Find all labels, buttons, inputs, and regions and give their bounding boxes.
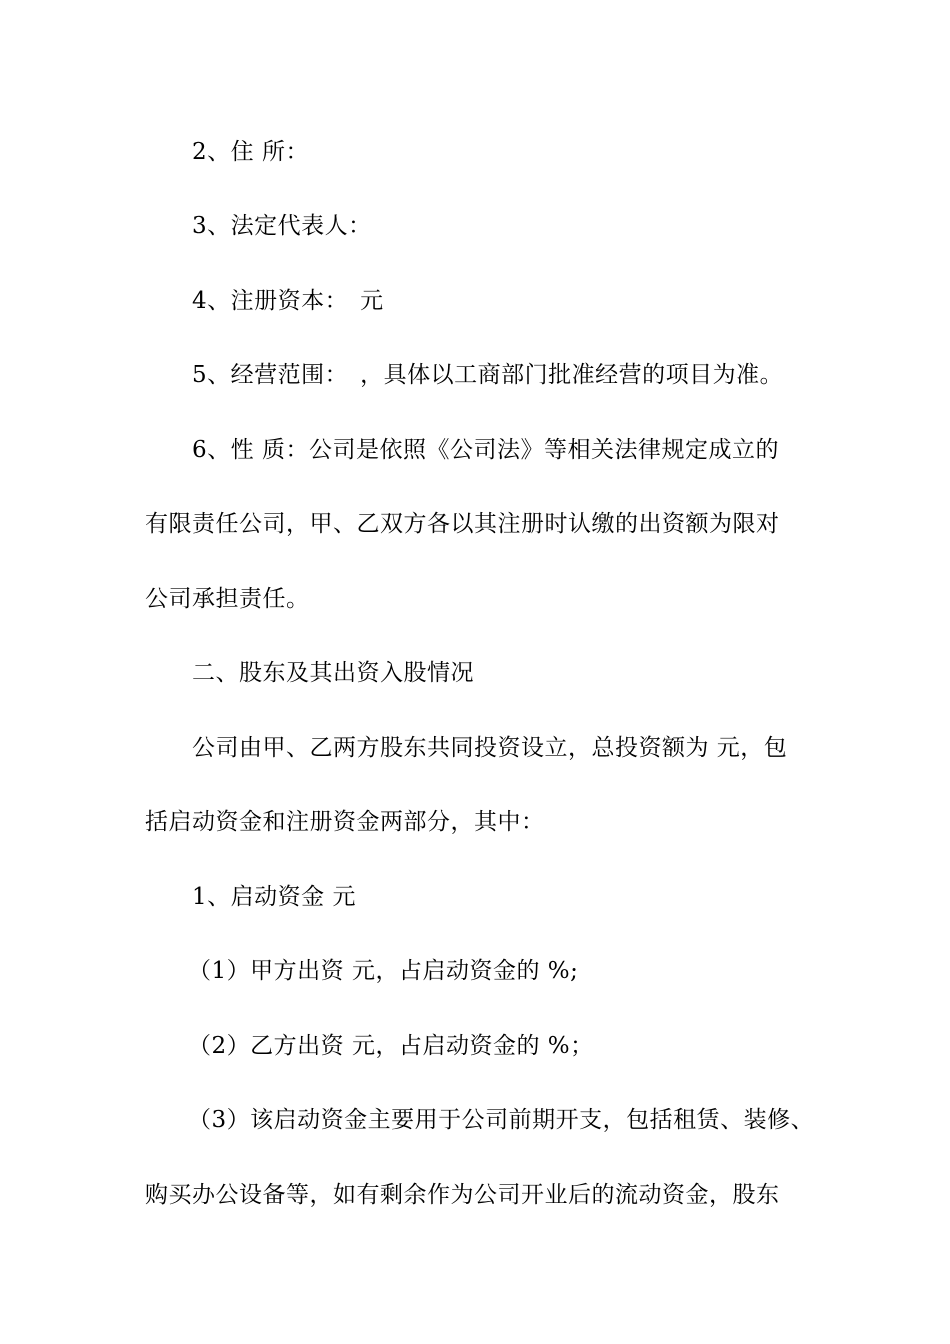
paragraph-continuation: 有限责任公司，甲、乙双方各以其注册时认缴的出资额为限对 (145, 511, 780, 537)
paragraph-continuation: 公司承担责任。 (145, 586, 310, 612)
paragraph-continuation: 括启动资金和注册资金两部分，其中： (145, 809, 545, 835)
paragraph-continuation: 购买办公设备等，如有剩余作为公司开业后的流动资金，股东 (145, 1182, 780, 1208)
subitem-party-b: （2）乙方出资 元，占启动资金的 %； (188, 1033, 594, 1059)
subitem-fund-usage: （3）该启动资金主要用于公司前期开支，包括租赁、装修、 (188, 1107, 815, 1133)
item-registered-capital: 4、注册资本： 元 (192, 288, 384, 314)
paragraph-text: 公司由甲、乙两方股东共同投资设立，总投资额为 元，包 (192, 735, 788, 761)
item-business-scope: 5、经营范围： ，具体以工商部门批准经营的项目为准。 (192, 362, 784, 388)
subitem-party-a: （1）甲方出资 元，占启动资金的 %; (188, 958, 579, 984)
item-startup-funds: 1、启动资金 元 (192, 884, 356, 910)
section-heading: 二、股东及其出资入股情况 (192, 660, 474, 686)
item-nature: 6、性 质：公司是依照《公司法》等相关法律规定成立的 (192, 437, 779, 463)
item-address: 2、住 所： (192, 139, 309, 165)
item-legal-representative: 3、法定代表人： (192, 213, 372, 239)
